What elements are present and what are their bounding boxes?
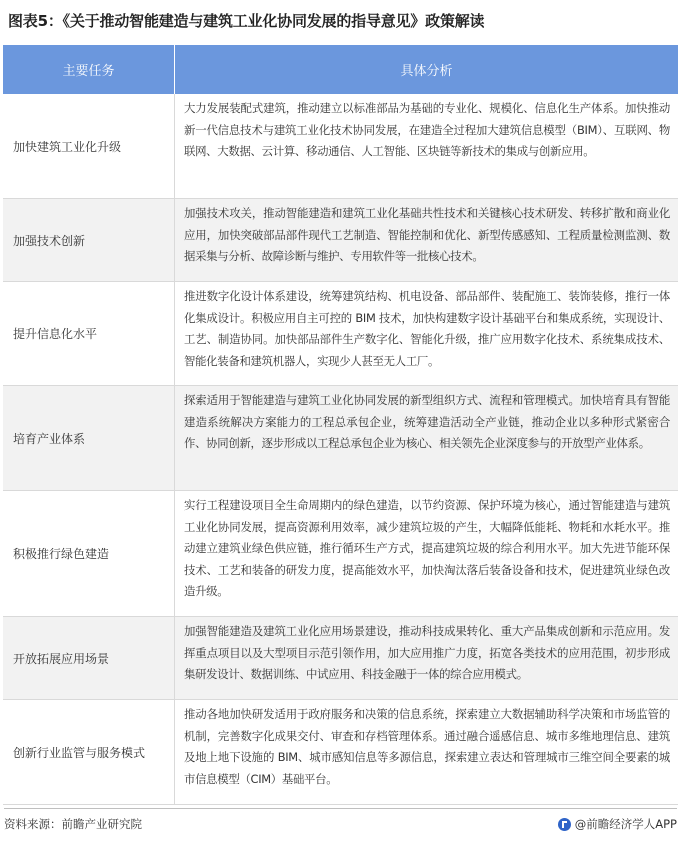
task-cell: 加快建筑工业化升级	[3, 94, 175, 198]
qianzhan-logo-icon	[558, 818, 571, 831]
table-row	[3, 617, 678, 700]
page-title: 图表5：《关于推动智能建造与建筑工业化协同发展的指导意见》政策解读	[8, 12, 485, 30]
task-cell: 积极推行绿色建造	[3, 491, 175, 616]
table-row	[3, 94, 678, 199]
policy-table	[3, 45, 678, 805]
detail-cell: 实行工程建设项目全生命周期内的绿色建造，以节约资源、保护环境为核心，通过智能建造与建筑工业化协同发展，提高资源利用效率，减少建筑垃圾的产生，大幅降低能耗、物耗和水耗水平。推动建立建筑业绿色供应链，推行循环生产方式，提高建筑垃圾的综合利用水平。加大先进节能环保技术、工艺和装备的研发力度，提高能效水平，加快淘汰落后装备设备和技术，促进建筑业绿色改造升级。	[184, 498, 670, 599]
source-note: 资料来源：前瞻产业研究院	[4, 817, 142, 831]
task-cell: 培育产业体系	[3, 386, 175, 490]
header-detail: 具体分析	[400, 64, 453, 79]
detail-cell: 加强技术攻关，推动智能建造和建筑工业化基础共性技术和关键核心技术研发、转移扩散和商业化应用，加快突破部品部件现代工艺制造、智能控制和优化、新型传感感知、工程质量检测监测、数据采集与分析、故障诊断与维护、专用软件等一批核心技术。	[184, 206, 670, 264]
brand-label: @前瞻经济学人APP	[574, 817, 677, 831]
task-cell: 加强技术创新	[3, 199, 175, 281]
detail-cell: 推动各地加快研发适用于政府服务和决策的信息系统，探索建立大数据辅助科学决策和市场监管的机制，完善数字化成果交付、审查和存档管理体系。通过融合遥感信息、城市多维地理信息、建筑及地上地下设施的 BIM、城市感知信息等多源信息，探索建立表达和管理城市三维空间全要素的城市信息模型（CIM）基础平台。	[184, 707, 670, 786]
table-header	[3, 45, 678, 94]
table-row	[3, 491, 678, 617]
table-row	[3, 386, 678, 491]
detail-cell: 大力发展装配式建筑，推动建立以标准部品为基础的专业化、规模化、信息化生产体系。加快推动新一代信息技术与建筑工业化技术协同发展，在建造全过程加大建筑信息模型（BIM）、互联网、物联网、大数据、云计算、移动通信、人工智能、区块链等新技术的集成与创新应用。	[184, 101, 670, 159]
detail-cell: 加强智能建造及建筑工业化应用场景建设，推动科技成果转化、重大产品集成创新和示范应用。发挥重点项目以及大型项目示范引领作用，加大应用推广力度，拓宽各类技术的应用范围，初步形成集研发设计、数据训练、中试应用、科技金融于一体的综合应用模式。	[184, 624, 670, 682]
task-cell: 开放拓展应用场景	[3, 617, 175, 699]
detail-cell: 推进数字化设计体系建设，统筹建筑结构、机电设备、部品部件、装配施工、装饰装修，推行一体化集成设计。积极应用自主可控的 BIM 技术，加快构建数字设计基础平台和集成系统，实现设计、工艺、制造协同。加快部品部件生产数字化、智能化升级，推广应用数字化技术、系统集成技术、智能化装备和建筑机器人，实现少人甚至无人工厂。	[184, 289, 670, 368]
task-cell: 创新行业监管与服务模式	[3, 700, 175, 804]
task-cell: 提升信息化水平	[3, 282, 175, 385]
detail-cell: 探索适用于智能建造与建筑工业化协同发展的新型组织方式、流程和管理模式。加快培育具有智能建造系统解决方案能力的工程总承包企业，统筹建造活动全产业链，推动企业以多种形式紧密合作、协同创新，逐步形成以工程总承包企业为核心、相关领先企业深度参与的开放型产业体系。	[184, 393, 670, 451]
header-task: 主要任务	[3, 45, 175, 94]
brand	[558, 816, 677, 832]
footer	[4, 808, 677, 839]
table-row	[3, 700, 678, 805]
table-row	[3, 199, 678, 282]
table-row	[3, 282, 678, 386]
